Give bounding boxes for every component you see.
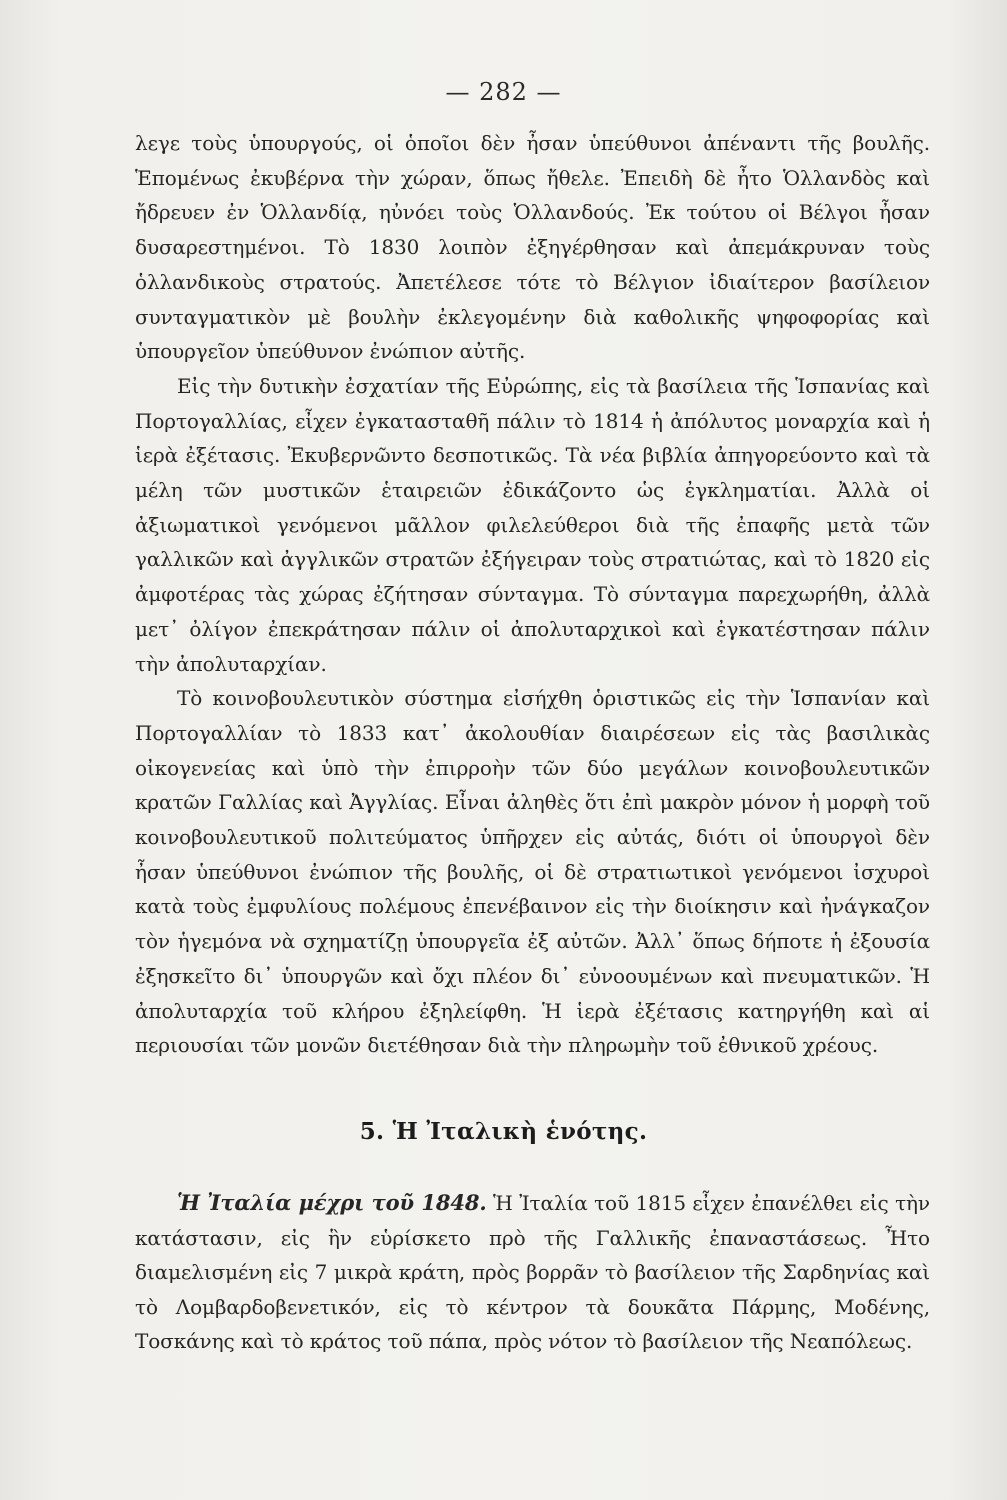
body-text xyxy=(135,126,930,1063)
page-number: — 282 — xyxy=(445,78,562,106)
italy-subheading: Ἡ Ἰταλία μέχρι τοῦ 1848. xyxy=(177,1190,487,1215)
paragraph-italy xyxy=(135,1186,930,1359)
paragraph-spain-portugal: Εἰς τὴν δυτικὴν ἐσχατίαν τῆς Εὐρώπης, εἰς τὰ βασίλεια τῆς Ἱσπανίας καὶ Πορτογαλλίας, εἶχεν ἐγκατασταθῆ πάλιν τὸ 1814 ἡ ἀπόλυτος μοναρχία καὶ ἡ ἱερὰ ἐξέτασις. Ἐκυβερνῶντο δεσποτικῶς. Τὰ νέα βιβλία ἀπηγορεύοντο καὶ τὰ μέλη τῶν μυστικῶν ἑταιρειῶν ἐδικάζοντο ὡς ἐγκληματίαι. Ἀλλὰ οἱ ἀξιωματικοὶ γενόμενοι μᾶλλον φιλελεύθεροι διὰ τῆς ἐπαφῆς μετὰ τῶν γαλλικῶν καὶ ἀγγλικῶν στρατῶν ἐξήγειραν τοὺς στρατιώτας, καὶ τὸ 1820 εἰς ἀμφοτέρας τὰς χώρας ἐζήτησαν σύνταγμα. Τὸ σύνταγμα παρεχωρήθη, ἀλλὰ μετ᾽ ὀλίγον ἐπεκράτησαν πάλιν οἱ ἀπολυταρχικοὶ καὶ ἐγκατέστησαν πάλιν τὴν ἀπολυταρχίαν. xyxy=(135,373,930,676)
paragraph-belgium: λεγε τοὺς ὑπουργούς, οἱ ὁποῖοι δὲν ἦσαν ὑπεύθυνοι ἀπέναντι τῆς βουλῆς. Ἑπομένως ἐκυβέρνα τὴν χώραν, ὅπως ἤθελε. Ἐπειδὴ δὲ ἦτο Ὁλλανδὸς καὶ ἤδρευεν ἐν Ὁλλανδίᾳ, ηὐνόει τοὺς Ὁλλανδούς. Ἐκ τούτου οἱ Βέλγοι ἦσαν δυσαρεστημένοι. Τὸ 1830 λοιπὸν ἐξηγέρθησαν καὶ ἀπεμάκρυναν τοὺς ὁλλανδικοὺς στρατούς. Ἀπετέλεσε τότε τὸ Βέλγιον ἰδιαίτερον βασίλειον συνταγματικὸν μὲ βουλὴν ἐκλεγομένην διὰ καθολικῆς ψηφοφορίας καὶ ὑπουργεῖον ὑπεύθυνον ἐνώπιον αὐτῆς. xyxy=(135,131,930,364)
italy-paragraph-text: Ἡ Ἰταλία τοῦ 1815 εἶχεν ἐπανέλθει εἰς τὴν κατάστασιν, εἰς ἣν εὑρίσκετο πρὸ τῆς Γαλλικῆς ἐπαναστάσεως. Ἦτο διαμελισμένη εἰς 7 μικρὰ κράτη, πρὸς βορρᾶν τὸ βασίλειον τῆς Σαρδηνίας καὶ τὸ Λομβαρδοβενετικόν, εἰς τὸ κέντρον τὰ δουκᾶτα Πάρμης, Μοδένης, Τοσκάνης καὶ τὸ κράτος τοῦ πάπα, πρὸς νότον τὸ βασίλειον τῆς Νεαπόλεως. xyxy=(135,1191,930,1354)
section-heading: 5. Ἡ Ἰταλικὴ ἑνότης. xyxy=(359,1118,648,1145)
section-italy xyxy=(135,1186,930,1359)
paragraph-parliamentary-system: Τὸ κοινοβουλευτικὸν σύστημα εἰσήχθη ὁριστικῶς εἰς τὴν Ἱσπανίαν καὶ Πορτογαλλίαν τὸ 1833 κατ᾽ ἀκολουθίαν διαιρέσεων εἰς τὰς βασιλικὰς οἰκογενείας καὶ ὑπὸ τὴν ἐπιρροὴν τῶν δύο μεγάλων κοινοβουλευτικῶν κρατῶν Γαλλίας καὶ Ἀγγλίας. Εἶναι ἀληθὲς ὅτι ἐπὶ μακρὸν μόνον ἡ μορφὴ τοῦ κοινοβουλευτικοῦ πολιτεύματος ὑπῆρχεν εἰς αὐτάς, διότι οἱ ὑπουργοὶ δὲν ἦσαν ὑπεύθυνοι ἐνώπιον τῆς βουλῆς, οἱ δὲ στρατιωτικοὶ γενόμενοι ἰσχυροὶ κατὰ τοὺς ἐμφυλίους πολέμους ἐπενέβαινον εἰς τὴν διοίκησιν καὶ ἠνάγκαζον τὸν ἡγεμόνα νὰ σχηματίζῃ ὑπουργεῖα ἐξ αὐτῶν. Ἀλλ᾽ ὅπως δήποτε ἡ ἐξουσία ἐξησκεῖτο δι᾽ ὑπουργῶν καὶ ὄχι πλέον δι᾽ εὐνοουμένων καὶ πνευματικῶν. Ἡ ἀπολυταρχία τοῦ κλήρου ἐξηλείφθη. Ἡ ἱερὰ ἐξέτασις κατηργήθη καὶ αἱ περιουσίαι τῶν μονῶν διετέθησαν διὰ τὴν πληρωμὴν τοῦ ἐθνικοῦ χρέους. xyxy=(135,686,930,1058)
